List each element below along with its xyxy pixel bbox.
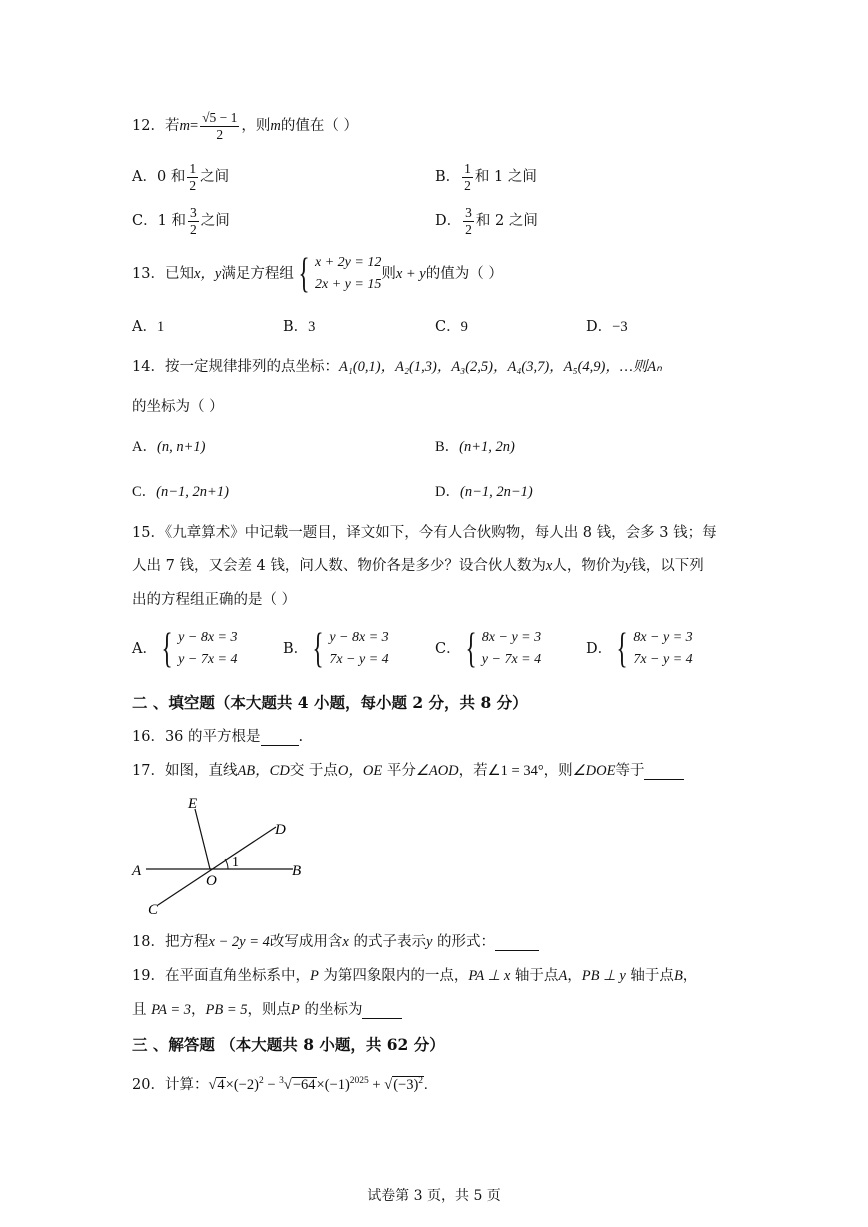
- q18-eq: x − 2y = 4: [208, 934, 270, 950]
- q18-blank[interactable]: [495, 935, 539, 951]
- option-text: (n+1, 2n): [459, 439, 515, 455]
- q12-frac-den: 2: [216, 127, 224, 143]
- frac-num: 1: [187, 162, 198, 178]
- q18-y: y: [425, 934, 433, 950]
- q17-e: 平分: [382, 763, 416, 779]
- q16-tail: .: [298, 729, 304, 745]
- frac-num: 1: [462, 162, 473, 178]
- q13-expr: x + y: [395, 265, 426, 282]
- q17-f: ∠AOD: [415, 763, 459, 779]
- option-text: (n, n+1): [156, 439, 206, 455]
- q20-root-index: 3: [279, 1076, 284, 1086]
- q19-blank[interactable]: [362, 1003, 402, 1019]
- frac-den: 2: [189, 222, 197, 238]
- sqrt-icon: √: [384, 1076, 393, 1093]
- q18-d: 的形式：: [432, 934, 495, 950]
- q20-a: 20．计算：: [132, 1076, 209, 1093]
- q15-line2: [132, 559, 704, 574]
- q20-m1: ×(−2): [225, 1076, 259, 1093]
- label-o: O: [206, 873, 217, 889]
- question-19: [132, 969, 697, 984]
- q19-c: 轴于点: [510, 968, 559, 984]
- option-letter: D．: [435, 213, 462, 230]
- brace-icon: {: [161, 626, 173, 672]
- q17-i: ，则: [543, 763, 573, 779]
- q15-option-d: [586, 627, 693, 671]
- q15-line2a: 人出 7 钱，又会差 4 钱，问人数、物价各是多少？设合伙人数为: [132, 558, 546, 574]
- q13-tail2: 的值为（ ）: [425, 265, 503, 282]
- option-post: 和 1 之间: [474, 169, 537, 186]
- q12-option-c: [132, 206, 230, 237]
- q19-b: 为第四象限内的一点，: [318, 968, 469, 984]
- q19-p2: P: [290, 1002, 300, 1018]
- q17-c: 交 于点: [289, 763, 338, 779]
- q19-line2c: ，则点: [247, 1002, 291, 1018]
- q12-lead: 12．若: [132, 118, 180, 135]
- option-letter: A．: [132, 169, 157, 186]
- q14-line2: 的坐标为（ ）: [132, 399, 224, 415]
- q19-f: ，: [682, 968, 698, 984]
- label-angle-1: 1: [232, 855, 239, 870]
- q12-fraction: [200, 111, 239, 142]
- q13-option-c: [435, 320, 468, 335]
- question-18: [132, 935, 539, 951]
- q20-e1: 2: [258, 1076, 264, 1086]
- q18-x: x: [342, 934, 349, 950]
- sqrt-icon: √: [208, 1076, 217, 1093]
- option-letter: A．: [132, 439, 157, 455]
- eq1: 8x − y = 3: [481, 630, 542, 645]
- question-16: [132, 730, 303, 746]
- q17-g: ，若: [458, 763, 488, 779]
- q12-option-a: [132, 162, 229, 193]
- option-pre: 0 和: [156, 169, 186, 186]
- q13-option-b: [283, 320, 315, 335]
- question-13: [132, 252, 503, 296]
- q19-point-b: B: [673, 968, 683, 984]
- question-14: [132, 360, 662, 375]
- q13-eq2: 2x + y = 15: [315, 277, 382, 292]
- q14-option-d: [435, 485, 533, 500]
- question-12: [132, 111, 358, 142]
- label-d: D: [275, 822, 286, 838]
- label-e: E: [188, 796, 198, 812]
- q17-j: ∠DOE: [572, 763, 616, 779]
- q15-x: x: [545, 558, 553, 574]
- q17-blank[interactable]: [644, 764, 684, 780]
- ray-oe: [195, 809, 210, 869]
- q14-option-b: [435, 440, 515, 455]
- q20-e3: 2: [418, 1076, 424, 1086]
- q16-text: 16．36 的平方根是: [132, 729, 261, 745]
- q19-line2d: 的坐标为: [299, 1002, 363, 1018]
- frac-den: 2: [464, 178, 471, 194]
- option-letter: C．: [132, 213, 158, 230]
- option-pre: 1 和: [157, 213, 186, 230]
- section-3-heading: 三 、解答题 （本大题共 8 小题，共 62 分）: [132, 1035, 445, 1054]
- q19-p: P: [309, 968, 319, 984]
- q20-m3: ×(−1): [316, 1076, 350, 1093]
- option-text: −3: [612, 319, 628, 335]
- frac-num: 3: [463, 206, 474, 222]
- q20-end: .: [424, 1076, 428, 1093]
- option-letter: C．: [435, 319, 461, 335]
- q14-an: Aₙ: [647, 359, 662, 375]
- q15-y: y: [624, 558, 632, 574]
- question-17: [132, 764, 684, 780]
- line-cd: [158, 827, 276, 905]
- option-letter: A．: [132, 319, 157, 335]
- brace-icon: {: [312, 626, 324, 672]
- q12-var2: m: [270, 118, 281, 135]
- q19-eqa: PA = 3: [151, 1002, 191, 1018]
- q12-tail2: 的值在（ ）: [280, 118, 358, 135]
- q15-line1: 15．《九章算术》中记载一题目，译文如下，今有人合伙购物，每人出 8 钱，会多 3 钱；每: [132, 525, 717, 541]
- q13-option-d: [586, 320, 628, 335]
- q15-option-a: [132, 627, 237, 671]
- q13-system: [294, 252, 382, 296]
- q20-m2: −: [263, 1076, 280, 1093]
- brace-icon: {: [465, 626, 477, 672]
- q12-tail: ，则: [241, 118, 271, 135]
- q18-b: 改写成用含: [269, 934, 343, 950]
- q12-option-d: [435, 206, 538, 237]
- option-letter: D．: [435, 484, 460, 500]
- q15-line2c: 钱，以下列: [631, 558, 704, 574]
- q12-var: m: [179, 118, 190, 135]
- section-2-heading: 二 、填空题（本大题共 4 小题，每小题 2 分，共 8 分）: [132, 693, 528, 712]
- option-text: 9: [460, 319, 468, 335]
- q14-points: A₁(0,1)，A₂(1,3)，A₃(2,5)，A₄(3,7)，A₅(4,9)，…则: [338, 359, 648, 375]
- label-b: B: [292, 863, 302, 879]
- geometry-figure: [128, 792, 318, 922]
- option-post: 之间: [200, 169, 230, 186]
- option-text: (n−1, 2n−1): [459, 484, 533, 500]
- option-letter: B．: [283, 319, 309, 335]
- option-post: 和 2 之间: [475, 213, 538, 230]
- q13-option-a: [132, 320, 164, 335]
- q12-eq: =: [189, 118, 199, 135]
- option-letter: D．: [586, 640, 613, 657]
- q15-option-b: [283, 627, 389, 671]
- cbrt-icon: √: [283, 1076, 292, 1093]
- q14-option-a: [132, 440, 205, 455]
- q15-line3: 出的方程组正确的是（ ）: [132, 592, 297, 608]
- q19-a: 19．在平面直角坐标系中，: [132, 968, 310, 984]
- option-letter: B．: [435, 439, 460, 455]
- q17-k: 等于: [615, 763, 645, 779]
- option-letter: C．: [435, 640, 461, 657]
- brace-icon: {: [298, 251, 310, 297]
- q15-line2b: 人，物价为: [552, 558, 625, 574]
- q13-mid: 满足方程组: [221, 265, 294, 282]
- eq1: y − 8x = 3: [329, 630, 389, 645]
- q20-r2: −64: [292, 1076, 316, 1093]
- q12-frac-num: √5 − 1: [200, 111, 239, 127]
- option-text: (n−1, 2n+1): [156, 484, 229, 500]
- eq1: 8x − y = 3: [633, 630, 693, 645]
- eq2: y − 7x = 4: [178, 652, 238, 667]
- frac-num: 3: [188, 206, 199, 222]
- q19-line2b: ，: [190, 1002, 206, 1018]
- brace-icon: {: [616, 626, 628, 672]
- q18-a: 18．把方程: [132, 934, 209, 950]
- q17-h: ∠1 = 34°: [487, 763, 544, 779]
- q17-b: AB，CD: [237, 763, 290, 779]
- q19-pb: PB ⊥ y: [581, 968, 626, 984]
- eq2: 7x − y = 4: [633, 652, 693, 667]
- q13-eq1: x + 2y = 12: [315, 255, 382, 270]
- q20-e2: 2025: [349, 1076, 369, 1086]
- q14-option-c: [132, 485, 229, 500]
- label-c: C: [148, 902, 159, 918]
- option-letter: A．: [132, 640, 157, 657]
- option-letter: B．: [283, 640, 309, 657]
- q19-pa: PA ⊥ x: [468, 968, 511, 984]
- page-footer: 试卷第 3 页，共 5 页: [367, 1188, 501, 1204]
- q13-tail: 则: [381, 265, 396, 282]
- label-a: A: [132, 863, 142, 879]
- eq1: y − 8x = 3: [178, 630, 238, 645]
- q18-c: 的式子表示: [348, 934, 426, 950]
- q19-point-a: A: [558, 968, 568, 984]
- option-letter: B．: [435, 169, 461, 186]
- eq2: 7x − y = 4: [329, 652, 389, 667]
- angle-arc: [225, 859, 228, 869]
- q12-option-b: [435, 162, 537, 193]
- frac-den: 2: [189, 178, 197, 194]
- q19-line2: [132, 1003, 402, 1019]
- q20-m4: +: [368, 1076, 385, 1093]
- frac-den: 2: [465, 222, 472, 238]
- q19-e: 轴于点: [625, 968, 674, 984]
- q16-blank[interactable]: [261, 730, 299, 746]
- q17-a: 17．如图，直线: [132, 763, 238, 779]
- q19-line2a: 且: [132, 1002, 152, 1018]
- q15-option-c: [435, 627, 541, 671]
- eq2: y − 7x = 4: [481, 652, 542, 667]
- q20-r3: (−3): [393, 1076, 419, 1093]
- q13-vars: x，y: [193, 265, 222, 282]
- option-letter: C．: [132, 484, 157, 500]
- q19-eqb: PB = 5: [205, 1002, 248, 1018]
- option-post: 之间: [200, 213, 230, 230]
- q20-r1: 4: [217, 1076, 225, 1093]
- q17-d: O，OE: [337, 763, 383, 779]
- q19-d: ，: [567, 968, 582, 984]
- option-letter: D．: [586, 319, 613, 335]
- q14-lead: 14．按一定规律排列的点坐标：: [132, 359, 339, 375]
- option-text: 3: [308, 319, 316, 335]
- option-text: 1: [156, 319, 165, 335]
- q13-lead: 13．已知: [132, 265, 194, 282]
- question-20: [132, 1076, 428, 1092]
